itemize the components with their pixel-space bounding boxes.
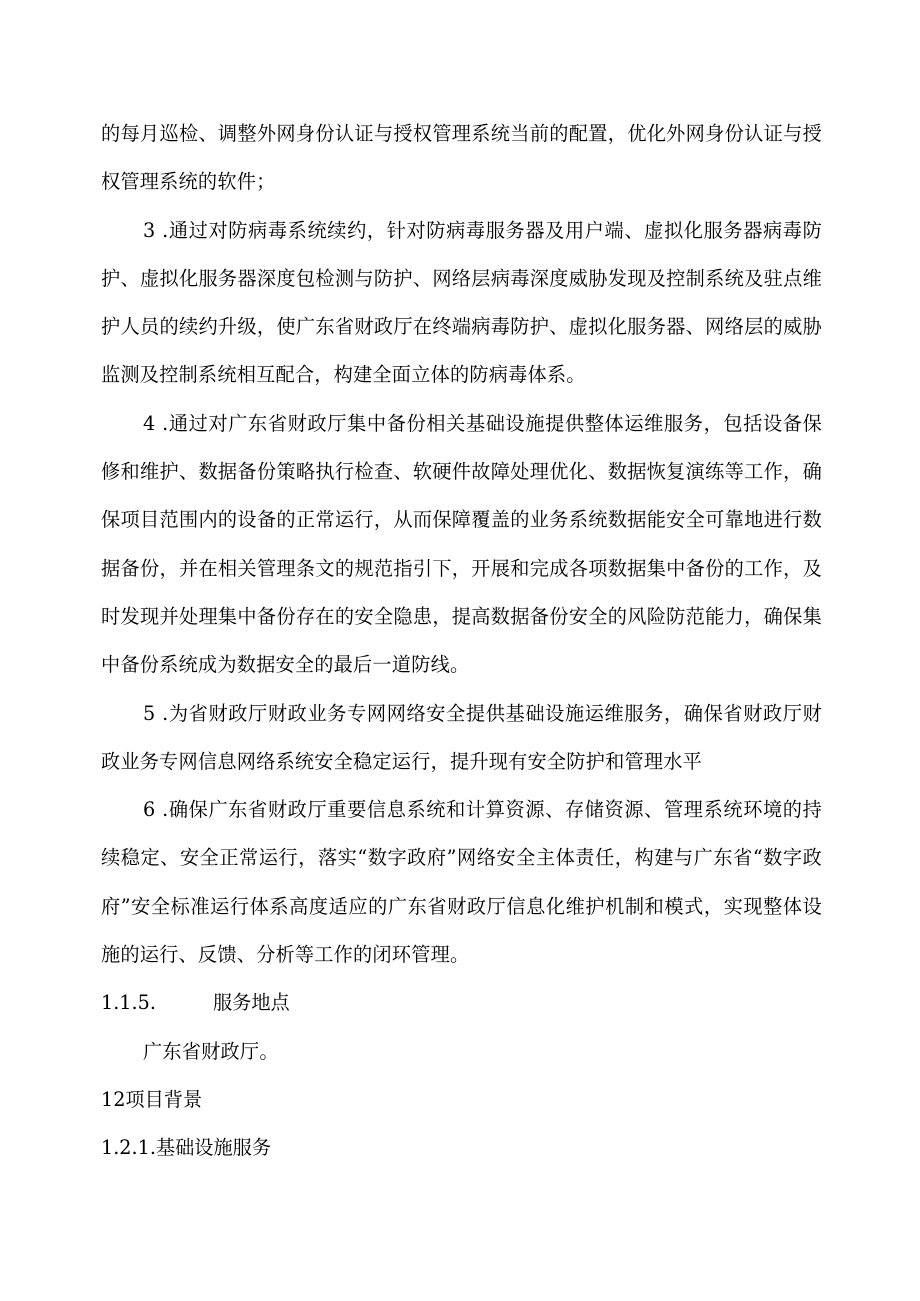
paragraph-item-6: 6 .确保广东省财政厅重要信息系统和计算资源、存储资源、管理系统环境的持续稳定、安全正常运行，落实“数字政府”网络安全主体责任，构建与广东省“数字政府”安全标准运行体系高度适应的广东省财政厅信息化维护机制和模式，实现整体设施的运行、反馈、分析等工作的闭环管理。 (101, 798, 822, 967)
service-location-text: 广东省财政厅。 (143, 1039, 279, 1063)
paragraph-item-3: 3 .通过对防病毒系统续约，针对防病毒服务器及用户端、虚拟化服务器病毒防护、虚拟化服务器深度包检测与防护、网络层病毒深度威胁发现及控制系统及驻点维护人员的续约升级，使广东省财政厅在终端病毒防护、虚拟化服务器、网络层的威胁监测及控制系统相互配合，构建全面立体的防病毒体系。 (101, 218, 822, 387)
section-number: 1.1.5. (101, 991, 156, 1015)
section-heading-1-1-5 (101, 979, 822, 1027)
paragraph-item-5: 5 .为省财政厅财政业务专网网络安全提供基础设施运维服务，确保省财政厅财政业务专网信息网络系统安全稳定运行，提升现有安全防护和管理水平 (101, 701, 822, 773)
paragraph-item-4: 4 .通过对广东省财政厅集中备份相关基础设施提供整体运维服务，包括设备保修和维护、数据备份策略执行检查、软硬件故障处理优化、数据恢复演练等工作，确保项目范围内的设备的正常运行，从而保障覆盖的业务系统数据能安全可靠地进行数据备份，并在相关管理条文的规范指引下，开展和完成各项数据集中备份的工作，及时发现并处理集中备份存在的安全隐患，提高数据备份安全的风险防范能力，确保集中备份系统成为数据安全的最后一道防线。 (101, 411, 822, 677)
section-heading-1-2-1: 1.2.1.基础设施服务 (101, 1136, 272, 1160)
paragraph-continuation: 的每月巡检、调整外网身份认证与授权管理系统当前的配置，优化外网身份认证与授权管理系统的软件； (101, 122, 822, 194)
section-heading-1-2: 12项目背景 (101, 1087, 203, 1111)
section-title: 服务地点 (213, 991, 290, 1015)
